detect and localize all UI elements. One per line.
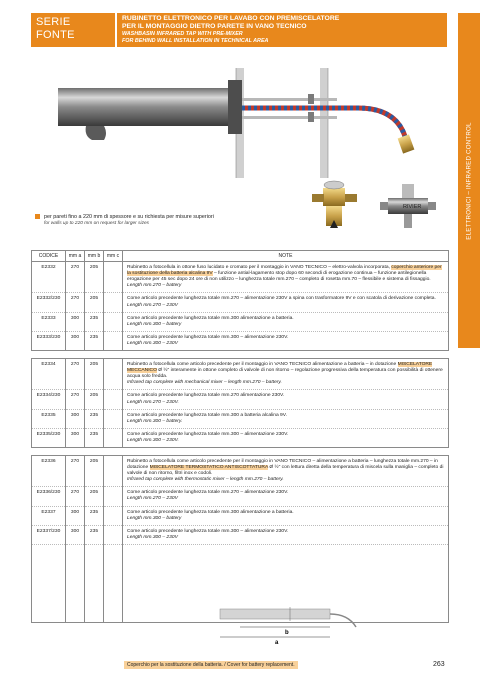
footnote: Coperchio per la sostituzione della batteria. / Cover for battery replacement. xyxy=(124,661,298,669)
note-text: Rubinetto a fotocellula come articolo precedente per il montaggio in VANO TECNICO – alimentazione a batteria – lunghezza totale mm.270 – in dotazione xyxy=(127,458,438,471)
cell-b: 205 xyxy=(85,262,104,293)
cell-code: E2337/230 xyxy=(32,525,66,544)
cell-note xyxy=(123,428,449,447)
table-row xyxy=(32,293,449,312)
mechanical-mixer xyxy=(380,184,436,228)
note-english: Length mm.270 – battery xyxy=(127,283,182,289)
series-name: FONTE xyxy=(36,29,75,41)
valve-brand-label: RIVIER xyxy=(403,204,422,210)
cell-a: 270 xyxy=(66,262,85,293)
product-drawing xyxy=(58,58,438,238)
cell-b: 205 xyxy=(85,390,104,409)
series-box xyxy=(31,13,115,47)
cell-note xyxy=(123,487,449,506)
cell-code: E2336/230 xyxy=(32,487,66,506)
title-line-3: WASHBASIN INFRARED TAP WITH PRE-MIXER xyxy=(122,31,243,37)
dimension-drawing xyxy=(200,607,360,645)
col-header-b: mm b xyxy=(85,251,104,262)
cell-b: 235 xyxy=(85,525,104,544)
table-group-gap xyxy=(32,447,449,455)
table-group-gap xyxy=(32,351,449,359)
cell-note xyxy=(123,262,449,293)
bullet-square-icon xyxy=(35,214,40,219)
cell-note xyxy=(123,312,449,331)
note-english: Infrared tap complete with mechanical mixer – length mm.270 – battery. xyxy=(127,380,282,386)
drawing-cell xyxy=(104,544,123,622)
cell-note xyxy=(123,506,449,525)
category-side-tab xyxy=(458,13,480,348)
table-row xyxy=(32,525,449,544)
cell-note xyxy=(123,409,449,428)
col-header-c: mm c xyxy=(104,251,123,262)
table-row xyxy=(32,390,449,409)
cell-b: 205 xyxy=(85,293,104,312)
cell-a: 270 xyxy=(66,390,85,409)
title-line-4: FOR BEHIND WALL INSTALLATION IN TECHNICAL AREA xyxy=(122,37,269,44)
note-text: Come articolo precedente lunghezza totale mm.300 – alimentazione 230V. xyxy=(127,528,289,534)
table-row xyxy=(32,428,449,447)
note-text: Come articolo precedente lunghezza totale mm.300 – alimentazione 230V. xyxy=(127,431,289,437)
cell-b: 205 xyxy=(85,487,104,506)
note-english: Length mm.270 – 230V xyxy=(127,302,178,308)
cell-c xyxy=(104,428,123,447)
note-text: Come articolo precedente lunghezza totale mm.300 alimentazione a batteria. xyxy=(127,509,294,515)
cell-a: 300 xyxy=(66,409,85,428)
drawing-cell xyxy=(32,544,66,622)
cell-note xyxy=(123,390,449,409)
note-text: Come articolo precedente lunghezza totale mm.270 – alimentazione 230V a spina con trasformatore 9V e con scatola di derivazione completa. xyxy=(127,296,436,302)
table-row xyxy=(32,455,449,486)
note-english: Length mm.300 – battery xyxy=(127,515,182,521)
cell-c xyxy=(104,262,123,293)
cell-b: 205 xyxy=(85,359,104,390)
cell-c xyxy=(104,359,123,390)
cell-a: 270 xyxy=(66,359,85,390)
cell-code: E2333 xyxy=(32,312,66,331)
title-line-1: RUBINETTO ELETTRONICO PER LAVABO CON PREMISCELATORE xyxy=(122,15,340,22)
table-row xyxy=(32,506,449,525)
note-text: Rubinetto a fotocellula come articolo precedente per il montaggio in VANO TECNICO alimentazione a batteria – in dotazione xyxy=(127,362,398,368)
cell-b: 235 xyxy=(85,331,104,350)
table-row xyxy=(32,409,449,428)
cell-code: E2334/230 xyxy=(32,390,66,409)
cell-b: 235 xyxy=(85,428,104,447)
table-row xyxy=(32,331,449,350)
series-label: SERIE xyxy=(36,16,71,28)
cell-code: E2332/230 xyxy=(32,293,66,312)
cell-a: 270 xyxy=(66,455,85,486)
note-highlight: coperchio anteriore per la sostituzione della batteria alcalina 9V xyxy=(127,265,442,277)
cell-c xyxy=(104,312,123,331)
cell-note xyxy=(123,331,449,350)
cell-note xyxy=(123,293,449,312)
cell-note xyxy=(123,525,449,544)
cell-c xyxy=(104,293,123,312)
thermostatic-mixer xyxy=(312,181,357,228)
intro-note xyxy=(35,214,295,227)
dimension-a-label: a xyxy=(275,640,279,645)
cell-a: 300 xyxy=(66,506,85,525)
note-text: Come articolo precedente lunghezza totale mm.300 a batteria alcalina 9V. xyxy=(127,412,287,418)
dimension-b-label: b xyxy=(285,630,289,636)
intro-en: for walls up to 220 mm on request for larger sizes xyxy=(44,221,150,226)
note-highlight: MISCELATORE TERMOSTATICO ANTISCOTTATURA xyxy=(149,465,268,471)
col-header-a: mm a xyxy=(66,251,85,262)
cell-code: E2336 xyxy=(32,455,66,486)
note-english: Length mm.270 – 230V xyxy=(127,496,178,502)
note-english: Length mm.300 – battery. xyxy=(127,418,183,424)
col-header-code: CODICE xyxy=(32,251,66,262)
table-row xyxy=(32,487,449,506)
cell-note xyxy=(123,455,449,486)
drawing-cell xyxy=(85,544,104,622)
cell-a: 300 xyxy=(66,312,85,331)
note-english: Length mm.300 – 230V xyxy=(127,534,178,540)
cell-b: 235 xyxy=(85,409,104,428)
cell-code: E2333/230 xyxy=(32,331,66,350)
cell-note xyxy=(123,359,449,390)
cell-a: 300 xyxy=(66,331,85,350)
note-highlight: MISCELATORE MECCANICO xyxy=(127,362,433,374)
cell-code: E2334 xyxy=(32,359,66,390)
cell-c xyxy=(104,331,123,350)
title-line-2: PER IL MONTAGGIO DIETRO PARETE IN VANO TECNICO xyxy=(122,23,307,30)
note-english: Length mm.300 – 230V. xyxy=(127,437,179,443)
page-number: 263 xyxy=(433,661,445,668)
category-label: ELETTRONICI – INFRARED CONTROL xyxy=(465,121,473,240)
cell-b: 235 xyxy=(85,506,104,525)
note-text-after: Ø ½" interamente in ottone completo di valvole di non ritorno – regolazione progressiva della temperatura con possibilità di ottenere acqua solo fredda. xyxy=(127,368,443,380)
note-english: Length mm.270 – 230V. xyxy=(127,399,179,405)
cell-c xyxy=(104,506,123,525)
note-text-after: – funzione antial-lagamento stop dopo 60 secondi di erogazione continua – funzione antilegionella erogazione per 45 sec dopo 24 ore di non utilizzo – lunghezza totale mm.270 – completo di rosetta mm.70 – flessibile e sistema di fissaggio. xyxy=(127,271,431,283)
cell-c xyxy=(104,409,123,428)
cell-b: 205 xyxy=(85,455,104,486)
table-row xyxy=(32,262,449,293)
cell-code: E2337 xyxy=(32,506,66,525)
cell-a: 300 xyxy=(66,525,85,544)
note-text: Rubinetto a fotocellula in ottone fuso lucidato e cromato per il montaggio in VANO TECNICO – elettro-valvola incorporata, xyxy=(127,265,392,271)
note-text: Come articolo precedente lunghezza totale mm.300 – alimentazione 230V. xyxy=(127,334,289,340)
table-row xyxy=(32,359,449,390)
cell-a: 300 xyxy=(66,428,85,447)
intro-it: per pareti fino a 220 mm di spessore e su richiesta per misure superiori xyxy=(44,214,214,220)
cell-a: 270 xyxy=(66,293,85,312)
title-box xyxy=(117,13,447,47)
wall-section xyxy=(236,68,328,178)
note-text-after: Ø ½" con lettura diretta della temperatura di miscela sulla maniglia – completo di valvole di non ritorno, filtri inox e codoli. xyxy=(127,465,444,477)
cell-code: E2335/230 xyxy=(32,428,66,447)
note-text: Come articolo precedente lunghezza totale mm.270 – alimentazione 230V. xyxy=(127,490,289,496)
table-header-row xyxy=(32,251,449,262)
cell-b: 235 xyxy=(85,312,104,331)
cell-c xyxy=(104,487,123,506)
note-english: Length mm.300 – 230V xyxy=(127,340,178,346)
spec-table xyxy=(31,250,449,623)
cell-a: 270 xyxy=(66,487,85,506)
cell-c xyxy=(104,455,123,486)
note-english: Infrared tap complete with thermostatic mixer – length mm.270 – battery. xyxy=(127,477,284,483)
cell-code: E2332 xyxy=(32,262,66,293)
table-row xyxy=(32,312,449,331)
drawing-cell xyxy=(66,544,85,622)
note-text: Come articolo precedente lunghezza totale mm.300 alimentazione a batteria. xyxy=(127,315,294,321)
note-english: Length mm.300 – battery xyxy=(127,321,182,327)
cell-c xyxy=(104,390,123,409)
col-header-note: NOTE xyxy=(123,251,449,262)
note-text: Come articolo precedente lunghezza totale mm.270 alimentazione 230V. xyxy=(127,393,285,399)
cell-code: E2335 xyxy=(32,409,66,428)
cell-c xyxy=(104,525,123,544)
tap-spout xyxy=(58,80,242,140)
